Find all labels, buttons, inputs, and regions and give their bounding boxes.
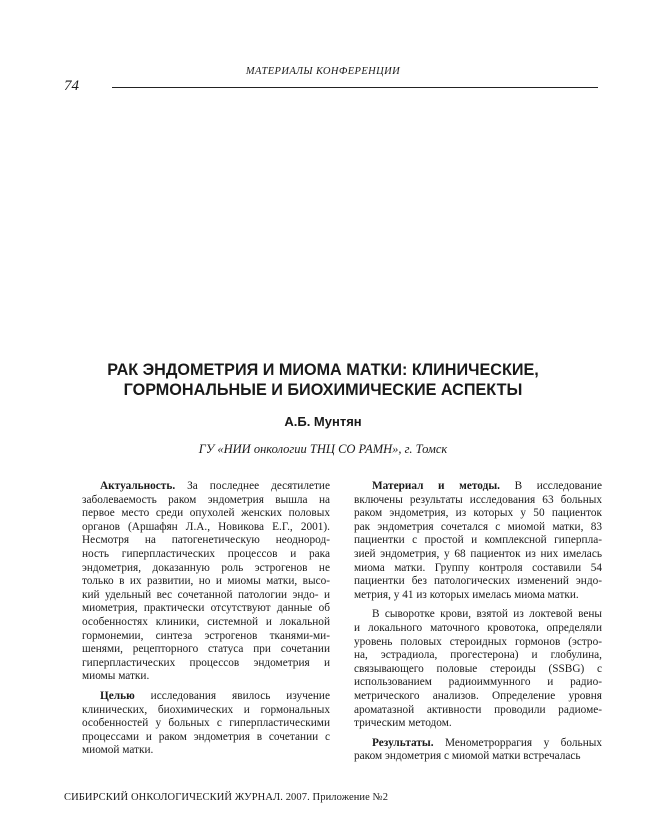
text-line — [82, 704, 330, 718]
line-text: включены результаты исследования 63 больных — [354, 493, 602, 506]
text-line — [354, 480, 602, 494]
text-line — [82, 521, 330, 535]
text-line — [82, 602, 330, 616]
text-line — [354, 676, 602, 690]
journal-footer: СИБИРСКИЙ ОНКОЛОГИЧЕСКИЙ ЖУРНАЛ. 2007. Приложение №2 — [64, 792, 389, 803]
title-line-2: ГОРМОНАЛЬНЫЕ И БИОХИМИЧЕСКИЕ АСПЕКТЫ — [123, 381, 523, 399]
line-text: первое место среди опухолей женских половых — [82, 507, 330, 520]
header-rule — [112, 87, 598, 88]
line-text: миома матки. Группу контроля составили 54 — [354, 561, 602, 574]
line-text: пациентки без патологических изменений эндо- — [354, 575, 602, 588]
left-column — [82, 480, 330, 758]
line-text: раком эндометрия с миомой матки встречалась — [354, 750, 581, 763]
line-text: В сыворотке крови, взятой из локтевой вены — [372, 608, 602, 621]
paragraph-lead: Материал и методы. — [372, 480, 500, 492]
text-line — [354, 575, 602, 589]
line-text: В исследование — [499, 480, 602, 492]
line-text: особенностях клиники, системной и локальной — [82, 615, 330, 628]
line-text: гиперпластических процессов эндометрия и — [82, 656, 330, 669]
running-head: МАТЕРИАЛЫ КОНФЕРЕНЦИИ — [245, 66, 401, 77]
line-text: процессами и раком эндометрия в сочетании с — [82, 730, 330, 743]
text-line — [82, 731, 330, 745]
page-number: 74 — [64, 78, 79, 94]
line-text: на, эстрадиола, прогестерона) и глобулина, — [354, 649, 602, 662]
line-text: заболеваемость раком эндометрия вышла на — [82, 493, 330, 506]
paragraph-lead: Актуальность. — [100, 480, 176, 492]
line-text: пациентки с простой и комплексной гиперпла- — [354, 534, 602, 547]
line-text: метрического анализов. Определение уровня — [354, 689, 602, 702]
text-line — [354, 663, 602, 677]
text-line — [82, 630, 330, 644]
title-line-1: РАК ЭНДОМЕТРИЯ И МИОМА МАТКИ: КЛИНИЧЕСКИЕ, — [107, 361, 539, 379]
right-column — [354, 480, 602, 764]
line-text: уровень половых стероидных гормонов (эстро- — [354, 635, 602, 648]
text-line — [354, 649, 602, 663]
paragraph-lead: Результаты. — [372, 736, 434, 749]
text-line — [82, 589, 330, 603]
line-text: клинических, биохимических и гормональных — [82, 703, 330, 716]
paragraph-lead: Целью — [100, 689, 135, 702]
author-affiliation: ГУ «НИИ онкологии ТНЦ СО РАМН», г. Томск — [198, 442, 448, 456]
text-line — [82, 670, 330, 684]
line-text: ность гиперпластических процессов и рака — [82, 547, 330, 560]
line-text: шенями, рецепторного статуса при сочетании — [82, 643, 330, 656]
text-line — [82, 690, 330, 704]
text-line — [354, 636, 602, 650]
text-line — [354, 608, 602, 622]
line-text: кий удельный вес сочетанной патологии эндо- и — [82, 588, 330, 601]
line-text: Несмотря на патогенетическую неоднород- — [82, 534, 330, 547]
text-line — [354, 704, 602, 718]
line-text: органов (Аршафян Л.А., Новикова Е.Г., 2001). — [82, 520, 330, 533]
text-line — [82, 480, 330, 494]
article-title — [0, 360, 646, 400]
line-text: раком эндометрия, из которых у 50 пациенток — [354, 507, 602, 520]
line-text: и локального маточного кровотока, определяли — [354, 621, 602, 634]
text-line — [82, 616, 330, 630]
text-line — [82, 657, 330, 671]
line-text: трическим методом. — [354, 717, 452, 730]
text-line — [354, 717, 602, 731]
line-text: исследования явилось изучение — [134, 689, 330, 702]
line-text: метрия, у 41 из которых имелась миома матки. — [354, 588, 579, 601]
line-text: миомой матки. — [82, 744, 154, 757]
text-line — [354, 562, 602, 576]
line-text: миометрия, практически отсутствуют данные об — [82, 602, 330, 615]
line-text: использованием радиоиммунного и радио- — [354, 676, 602, 689]
text-line — [82, 717, 330, 731]
line-text: только в их развитии, но и миомы матки, высо- — [82, 575, 330, 588]
text-line — [354, 690, 602, 704]
text-line — [82, 643, 330, 657]
line-text: связывающего половые стероиды (SSBG) с — [354, 662, 602, 675]
text-line — [354, 507, 602, 521]
text-line — [82, 744, 330, 758]
text-line — [354, 548, 602, 562]
line-text: гормонемии, синтеза эстрогенов тканями-ми- — [82, 629, 330, 642]
line-text: миомы матки. — [82, 670, 150, 683]
text-line — [82, 562, 330, 576]
line-text: рак эндометрия сочетался с миомой матки, 83 — [354, 520, 602, 533]
author-name: А.Б. Мунтян — [284, 414, 362, 429]
line-text: эндометрия, доказанную роль эстрогенов не — [82, 561, 330, 574]
line-text: За последнее десятилетие — [175, 480, 330, 492]
text-line — [354, 534, 602, 548]
text-line — [354, 521, 602, 535]
text-line — [82, 494, 330, 508]
text-line — [354, 589, 602, 603]
text-line — [354, 494, 602, 508]
text-line — [82, 534, 330, 548]
line-text: зией эндометрия, у 68 пациенток из них имелась — [354, 547, 602, 560]
line-text: ароматазной активности проводили радиоме- — [354, 703, 602, 716]
text-line — [82, 548, 330, 562]
line-text: особенностей у больных с гиперпластическими — [82, 717, 330, 730]
text-line — [354, 737, 602, 751]
text-line — [354, 750, 602, 764]
text-line — [82, 575, 330, 589]
line-text: Менометроррагия у больных — [433, 736, 602, 749]
text-line — [354, 622, 602, 636]
text-line — [82, 507, 330, 521]
